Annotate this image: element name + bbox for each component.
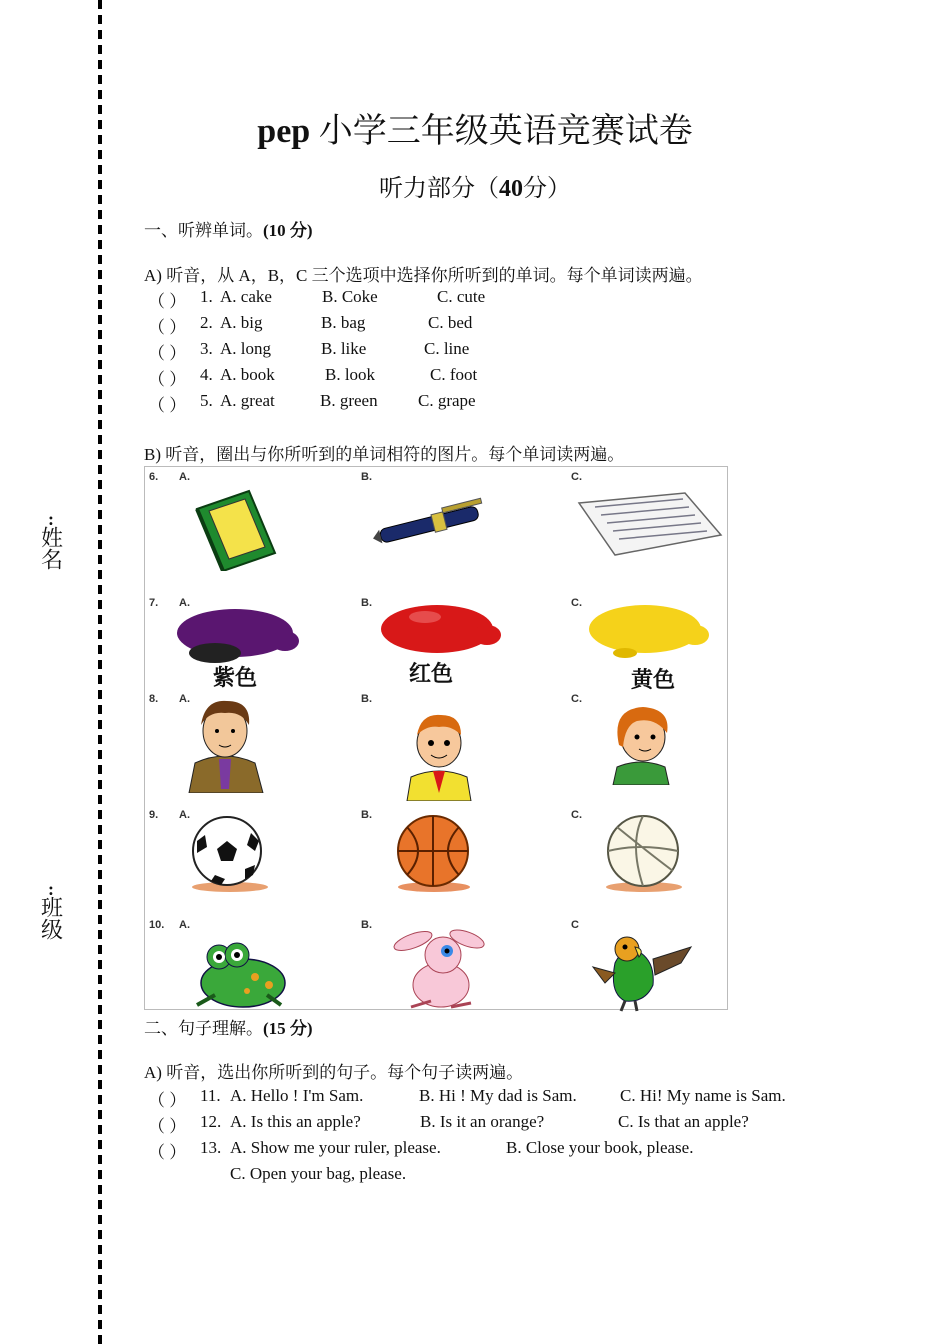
picture-option-letter: B.: [361, 919, 372, 931]
picture-option-letter: B.: [361, 809, 372, 821]
picture-question-number: 10.: [149, 919, 165, 931]
picture-question-number: 8.: [149, 693, 159, 705]
subtitle-pre: 听力部分（: [379, 176, 499, 202]
paper-icon[interactable]: [575, 489, 725, 564]
picture-option-letter: A.: [179, 809, 190, 821]
answer-blank[interactable]: （ ）: [148, 292, 187, 311]
subtitle-num: 40: [499, 176, 523, 202]
answer-blank[interactable]: （ ）: [148, 318, 187, 337]
question-number: 12.: [200, 1112, 222, 1131]
subtitle-post: 分）: [523, 176, 571, 202]
answer-blank[interactable]: （ ）: [148, 370, 187, 389]
picture-question-number: 9.: [149, 809, 159, 821]
section1-title: 一、听辨单词。: [144, 221, 263, 240]
section2-score: (15 分): [263, 1019, 313, 1038]
option-c: C. Is that an apple?: [618, 1112, 749, 1131]
title-cn: 小学三年级英语竞赛试卷: [318, 113, 693, 150]
soccer-ball-icon[interactable]: [175, 813, 285, 898]
question-number: 13.: [200, 1138, 222, 1157]
picture-grid: [144, 466, 728, 1010]
parrot-icon[interactable]: [575, 923, 695, 1018]
partA-instruction: A) 听音，从 A，B，C 三个选项中选择你所听到的单词。每个单词读两遍。: [144, 266, 703, 285]
option-b: B. Is it an orange?: [420, 1112, 545, 1131]
answer-blank[interactable]: （ ）: [148, 1117, 187, 1136]
picture-option-letter: B.: [361, 693, 372, 705]
picture-option-letter: A.: [179, 471, 190, 483]
question-number: 3.: [200, 339, 213, 358]
name-colon: :: [48, 509, 54, 529]
page-title: [0, 103, 950, 152]
option-c: C. Hi! My name is Sam.: [620, 1086, 786, 1105]
option-c: C. grape: [418, 391, 476, 410]
color-caption: 紫色: [213, 666, 258, 691]
title-latin: pep: [257, 113, 311, 150]
option-a: A. Is this an apple?: [230, 1112, 361, 1131]
option-c: C. line: [424, 339, 470, 358]
picture-option-letter: A.: [179, 919, 190, 931]
color-caption: 黄色: [631, 668, 676, 693]
option-b: B. look: [325, 365, 376, 384]
question-number: 1.: [200, 287, 213, 306]
color-caption: 红色: [409, 662, 454, 687]
answer-blank[interactable]: （ ）: [148, 1091, 187, 1110]
picture-option-letter: C.: [571, 471, 582, 483]
section1-score: (10 分): [263, 221, 313, 240]
option-a: A. book: [220, 365, 275, 384]
class-colon: :: [48, 879, 54, 899]
picture-option-letter: B.: [361, 471, 372, 483]
answer-blank[interactable]: （ ）: [148, 1143, 187, 1162]
picture-option-letter: C: [571, 919, 579, 931]
frog-icon[interactable]: [185, 933, 295, 1018]
question-number: 11.: [200, 1086, 221, 1105]
picture-option-letter: A.: [179, 597, 190, 609]
option-a: A. long: [220, 339, 271, 358]
partB-instruction: B) 听音，圈出与你所听到的单词相符的图片。每个单词读两遍。: [144, 445, 625, 464]
answer-blank[interactable]: （ ）: [148, 344, 187, 363]
picture-question-number: 6.: [149, 471, 159, 483]
name-field-label: [38, 509, 64, 570]
notebook-icon[interactable]: [179, 481, 289, 576]
option-b: B. Coke: [322, 287, 378, 306]
option-b: B. Hi ! My dad is Sam.: [419, 1086, 577, 1105]
option-b: B. Close your book, please.: [506, 1138, 694, 1157]
option-a: A. Show me your ruler, please.: [230, 1138, 441, 1157]
yellow-blob-icon[interactable]: [581, 601, 711, 668]
volleyball-icon[interactable]: [589, 813, 699, 898]
picture-option-letter: C.: [571, 597, 582, 609]
option-c: C. bed: [428, 313, 473, 332]
option-c: C. Open your bag, please.: [230, 1164, 407, 1183]
class-label: 班级: [38, 896, 64, 940]
option-b: B. green: [320, 391, 378, 410]
purple-blob-icon[interactable]: [173, 603, 303, 670]
partA2-instruction: A) 听音，选出你所听到的句子。每个句子读两遍。: [144, 1063, 524, 1082]
girl-icon[interactable]: [591, 695, 691, 790]
boy-icon[interactable]: [389, 701, 489, 806]
basketball-icon[interactable]: [379, 813, 489, 898]
answer-blank[interactable]: （ ）: [148, 396, 187, 415]
option-a: A. Hello ! I'm Sam.: [230, 1086, 364, 1105]
picture-option-letter: C.: [571, 809, 582, 821]
option-c: C. cute: [437, 287, 486, 306]
pen-icon[interactable]: [371, 493, 491, 558]
section2-heading: [144, 1014, 313, 1039]
question-number: 4.: [200, 365, 213, 384]
question-number: 5.: [200, 391, 213, 410]
picture-option-letter: A.: [179, 693, 190, 705]
option-b: B. like: [321, 339, 367, 358]
picture-question-number: 7.: [149, 597, 159, 609]
picture-option-letter: C.: [571, 693, 582, 705]
rabbit-icon[interactable]: [381, 923, 491, 1018]
class-field-label: [38, 879, 64, 940]
listening-subtitle: [0, 168, 950, 203]
name-label: 姓名: [38, 526, 64, 570]
option-c: C. foot: [430, 365, 478, 384]
question-number: 2.: [200, 313, 213, 332]
option-a: A. cake: [220, 287, 272, 306]
section1-heading: [144, 216, 313, 241]
option-a: A. great: [220, 391, 275, 410]
picture-option-letter: B.: [361, 597, 372, 609]
option-b: B. bag: [321, 313, 366, 332]
man-icon[interactable]: [175, 693, 275, 798]
section2-title: 二、句子理解。: [144, 1019, 263, 1038]
option-a: A. big: [220, 313, 263, 332]
